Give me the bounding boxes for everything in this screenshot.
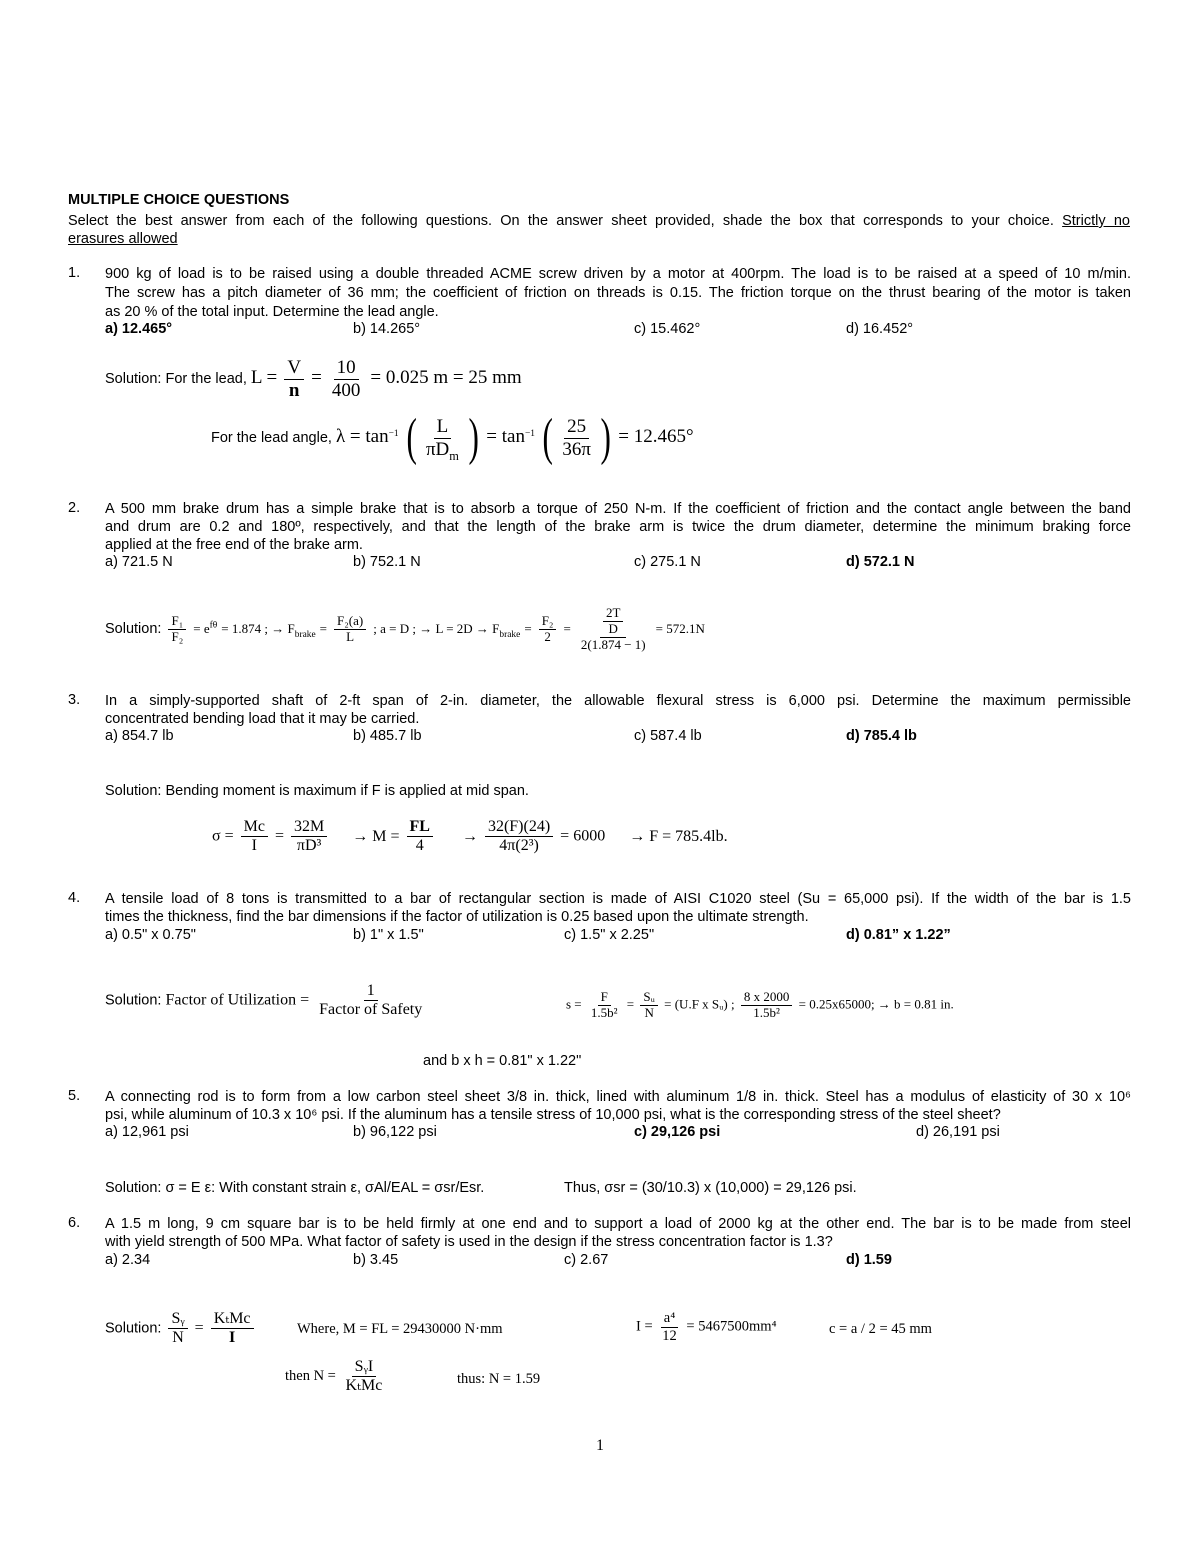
- formula-text: =: [563, 621, 571, 637]
- solution-utilization: [105, 982, 428, 1020]
- formula-text: = 5467500mm⁴: [686, 1318, 777, 1335]
- formula-text: = e: [193, 621, 210, 637]
- solution-brake: [105, 606, 705, 653]
- solution-moment: Where, M = FL = 29430000 N·mm: [297, 1321, 503, 1337]
- solution-final: thus: N = 1.59: [457, 1371, 541, 1387]
- instructions-text: Select the best answer from each of the following questions. On the answer sheet provided, shade the box that corresponds to your choice.: [68, 213, 1054, 229]
- fraction: $\frac{\frac{2T}{D}}{2(1.874 - 1)}$: [580, 605, 646, 652]
- fraction: $\frac{L}{\pi D_m}$: [425, 415, 459, 463]
- fraction: $\frac{25}{36\pi}$: [562, 415, 591, 460]
- fraction: $\frac{\text{Sᵤ}}{N}$: [640, 990, 658, 1021]
- left-paren: (: [542, 409, 553, 466]
- right-paren: ): [600, 409, 611, 466]
- page-number: 1: [596, 1437, 604, 1454]
- solution-label: Solution:: [105, 621, 162, 638]
- formula-text: L =: [250, 367, 278, 389]
- formula-sub: brake: [499, 630, 521, 641]
- option-b: b) 3.45: [353, 1252, 399, 1268]
- formula-text: λ = tan: [335, 425, 389, 447]
- fraction: $\frac{\text{KₜMc}}{I}$: [211, 1310, 254, 1348]
- solution-stress: [566, 990, 954, 1021]
- option-b: b) 1" x 1.5": [353, 927, 424, 943]
- option-a: a) 854.7 lb: [105, 728, 174, 744]
- formula-text: then N =: [285, 1368, 336, 1385]
- fraction: $\frac{8 x 2000}{\text{1.5b²}}$: [741, 990, 793, 1021]
- formula-text: =: [319, 621, 327, 637]
- instructions-line-1: [68, 213, 1130, 229]
- solution-lead: [105, 357, 522, 402]
- question-number: 6.: [68, 1215, 81, 1231]
- formula-sup: fθ: [209, 620, 218, 631]
- instructions-strict: Strictly no: [1062, 213, 1130, 229]
- fraction: $\frac{10}{400}$: [331, 357, 361, 401]
- formula-text: s =: [566, 996, 582, 1012]
- fraction: $\frac{\text{F₂(a)}}{L}$: [334, 614, 366, 645]
- solution-lead-angle: [211, 409, 694, 466]
- question-number: 3.: [68, 692, 81, 708]
- formula-text: = 0.25x65000; → b = 0.81 in.: [798, 996, 954, 1012]
- formula-text: =: [311, 367, 322, 389]
- solution-inertia: [636, 1310, 777, 1344]
- fraction: $\frac{\text{F₁}}{\text{F₂}}$: [168, 614, 186, 645]
- formula-text: =: [626, 996, 635, 1012]
- fraction: $\frac{F}{\text{1.5b²}}$: [590, 989, 618, 1020]
- question-text-line: and drum are 0.2 and 180º, respectively, and that the length of the brake arm is twice the drum diameter, determine the minimum braking force: [105, 519, 1131, 535]
- question-number: 1.: [68, 265, 81, 281]
- formula-text: = 0.025 m = 25 mm: [370, 367, 522, 389]
- question-text-line: The screw has a pitch diameter of 36 mm; the coefficient of friction on threads is 0.15. The friction torque on the thrust bearing of the motor is taken: [105, 285, 1131, 301]
- formula-text: ; a = D ; → L = 2D → F: [373, 621, 500, 637]
- question-text-line: In a simply-supported shaft of 2-ft span of 2-in. diameter, the allowable flexural stress is 6,000 psi. Determine the maximum permissible: [105, 693, 1131, 709]
- formula-sup: −1: [524, 429, 535, 439]
- formula-text: σ =: [212, 827, 234, 845]
- question-text-line: psi, while aluminum of 10.3 x 10⁶ psi. If the aluminum has a tensile stress of 10,000 psi, what is the corresponding stress of the steel sheet?: [105, 1107, 1001, 1123]
- question-text-line: as 20 % of the total input. Determine the lead angle.: [105, 304, 439, 320]
- solution-text: Solution: Bending moment is maximum if F is applied at mid span.: [105, 783, 529, 799]
- option-a: a) 0.5" x 0.75": [105, 927, 196, 943]
- option-a: a) 12,961 psi: [105, 1124, 189, 1140]
- solution-safety: [105, 1310, 257, 1348]
- formula-text: =: [194, 1319, 204, 1337]
- formula-text: →: [461, 827, 478, 845]
- question-text-line: 900 kg of load is to be raised using a double threaded ACME screw driven by a motor at 400rpm. The load is to be raised at a speed of 10 m/min.: [105, 266, 1131, 282]
- option-c: c) 1.5" x 2.25": [564, 927, 655, 943]
- formula-text: = 572.1N: [655, 621, 705, 637]
- option-a: a) 2.34: [105, 1252, 151, 1268]
- option-a: a) 12.465°: [105, 321, 173, 337]
- solution-label: Solution: For the lead,: [105, 371, 247, 388]
- option-d: d) 0.81” x 1.22”: [846, 927, 951, 943]
- fraction: $\frac{FL}{4}$: [407, 818, 433, 856]
- question-number: 4.: [68, 890, 81, 906]
- question-number: 5.: [68, 1088, 81, 1104]
- option-c: c) 15.462°: [634, 321, 701, 337]
- question-text-line: A 500 mm brake drum has a simple brake that is to absorb a torque of 250 N-m. If the coefficient of friction and the contact angle between the band: [105, 501, 1131, 517]
- option-c: c) 587.4 lb: [634, 728, 702, 744]
- question-text-line: with yield strength of 500 MPa. What factor of safety is used in the design if the stress concentration factor is 1.3?: [105, 1234, 833, 1250]
- option-a: a) 721.5 N: [105, 554, 173, 570]
- question-text-line: times the thickness, find the bar dimensions if the factor of utilization is 0.25 based upon the ultimate strength.: [105, 909, 809, 925]
- formula-text: = (U.F x Sᵤ) ;: [664, 996, 735, 1012]
- formula-text: =: [274, 827, 285, 845]
- question-text-line: concentrated bending load that it may be carried.: [105, 711, 420, 727]
- solution-formula: [212, 818, 728, 856]
- option-b: b) 96,122 psi: [353, 1124, 437, 1140]
- instructions-line-2: erasures allowed: [68, 231, 178, 247]
- solution-label: Solution:: [105, 1320, 162, 1337]
- solution-label: Solution:: [105, 992, 162, 1009]
- option-d: d) 572.1 N: [846, 554, 915, 570]
- fraction: $\frac{\text{SᵧI}}{\text{KₜMc}}$: [345, 1358, 383, 1395]
- fraction: $\frac{32(F)(24)}{\text{4π(2³)}}$: [485, 818, 553, 856]
- formula-text: = tan: [486, 425, 525, 447]
- question-text-line: A 1.5 m long, 9 cm square bar is to be held firmly at one end and to support a load of 2000 kg at the other end. The bar is to be made from steel: [105, 1216, 1131, 1232]
- fraction: $\frac{32M}{\text{πD³}}$: [291, 818, 327, 856]
- option-d: d) 785.4 lb: [846, 728, 917, 744]
- right-paren: ): [468, 409, 479, 466]
- question-number: 2.: [68, 500, 81, 516]
- solution-label: For the lead angle,: [211, 429, 332, 446]
- solution-right: Thus, σsr = (30/10.3) x (10,000) = 29,126 psi.: [564, 1180, 857, 1196]
- question-text-line: A connecting rod is to form from a low carbon steel sheet 3/8 in. thick, lined with aluminum 1/8 in. thick. Steel has a modulus of elasticity of 30 x 10⁶: [105, 1089, 1131, 1105]
- option-b: b) 752.1 N: [353, 554, 421, 570]
- solution-n: [285, 1358, 388, 1396]
- formula-text: = 12.465°: [618, 425, 694, 447]
- formula-text: Factor of Utilization =: [165, 991, 310, 1009]
- option-c: c) 2.67: [564, 1252, 609, 1268]
- formula-sup: −1: [388, 429, 399, 439]
- fraction: $\frac{\text{F₂}}{2}$: [539, 614, 557, 645]
- fraction: $\frac{\text{Sᵧ}}{N}$: [168, 1310, 187, 1348]
- fraction: $\frac{\text{a⁴}}{12}$: [662, 1310, 677, 1344]
- solution-result: and b x h = 0.81" x 1.22": [423, 1053, 582, 1069]
- option-d: d) 1.59: [846, 1252, 892, 1268]
- formula-text: → F = 785.4lb.: [629, 827, 728, 845]
- left-paren: (: [406, 409, 417, 466]
- fraction: $\frac{V}{n}$: [284, 357, 304, 402]
- fraction: $\frac{1}{\text{Factor of Safety}}$: [319, 982, 423, 1019]
- solution-c: c = a / 2 = 45 mm: [829, 1321, 932, 1337]
- option-d: d) 16.452°: [846, 321, 914, 337]
- formula-text: = 6000: [560, 827, 606, 845]
- formula-text: = 1.874 ; → F: [221, 621, 295, 637]
- formula-text: → M =: [352, 827, 400, 845]
- question-text-line: applied at the free end of the brake arm.: [105, 537, 363, 553]
- formula-text: =: [524, 621, 532, 637]
- fraction: $\frac{Mc}{I}$: [241, 818, 268, 856]
- section-title: MULTIPLE CHOICE QUESTIONS: [68, 192, 290, 208]
- option-b: b) 14.265°: [353, 321, 421, 337]
- formula-text: I =: [636, 1318, 653, 1335]
- option-c: c) 275.1 N: [634, 554, 701, 570]
- solution-left: Solution: σ = E ε: With constant strain ε, σAl/EAL = σsr/Esr.: [105, 1180, 485, 1196]
- option-b: b) 485.7 lb: [353, 728, 422, 744]
- question-text-line: A tensile load of 8 tons is transmitted to a bar of rectangular section is made of AISI C1020 steel (Su = 65,000 psi). If the width of the bar is 1.5: [105, 891, 1131, 907]
- option-c: c) 29,126 psi: [634, 1124, 721, 1140]
- option-d: d) 26,191 psi: [916, 1124, 1000, 1140]
- formula-sub: brake: [294, 630, 316, 641]
